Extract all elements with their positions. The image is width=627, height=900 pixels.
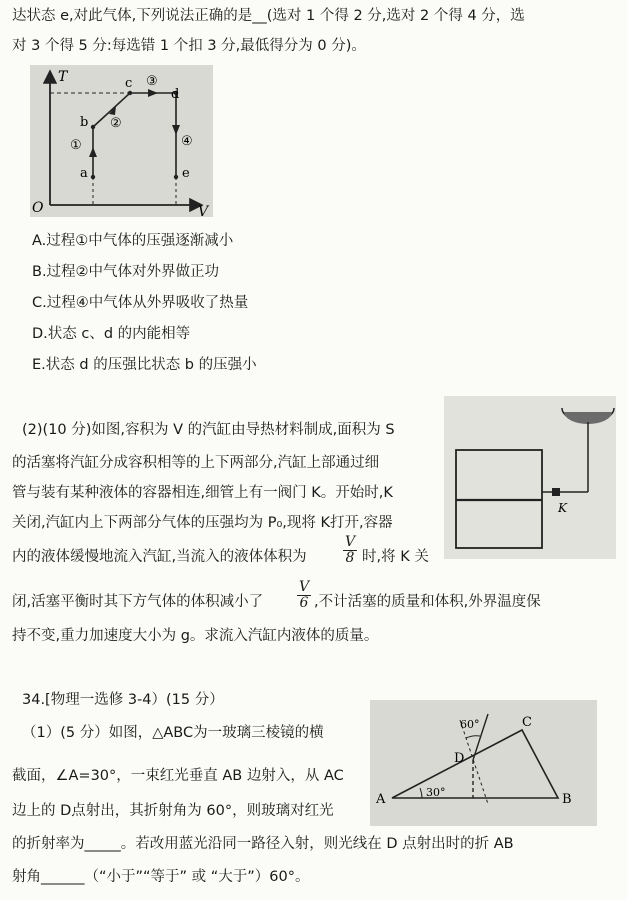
option-c: C.过程④中气体从外界吸收了热量	[32, 295, 249, 311]
q33-2-line6-after: ,不计活塞的质量和体积,外界温度保	[314, 594, 541, 610]
state-a-label: a	[80, 166, 88, 181]
v-axis-label: V	[198, 204, 209, 217]
q33-intro-line1: 达状态 e,对此气体,下列说法正确的是__(选对 1 个得 2 分,选对 2 个得 4 分，选	[12, 8, 525, 24]
cylinder-figure	[444, 396, 616, 559]
vertex-b-label: B	[562, 792, 572, 807]
q34-line5: 射角______（“小于”“等于” 或 “大于”）60°。	[12, 869, 310, 885]
angle-60-arc	[466, 736, 480, 738]
step-4-label: ④	[181, 134, 193, 149]
state-c-dot	[128, 91, 132, 95]
prism-triangle	[392, 730, 558, 798]
q33-2-line5-before: 内的液体缓慢地流入汽缸,当流入的液体体积为	[12, 549, 307, 565]
q33-2-line2: 的活塞将汽缸分成容积相等的上下两部分,汽缸上部通过细	[12, 455, 380, 471]
fraction-v-over-6	[296, 580, 312, 611]
angle-60-label: 60°	[460, 718, 480, 731]
arrow-3	[148, 89, 158, 97]
valve-k-label: K	[558, 501, 567, 515]
q34-line3: 边上的 D点射出，其折射角为 60°，则玻璃对红光	[12, 803, 334, 819]
option-b: B.过程②中气体对外界做正功	[32, 264, 220, 280]
vertex-a-label: A	[376, 792, 386, 807]
state-b-dot	[91, 125, 95, 129]
fraction-2-numerator: V	[298, 579, 310, 595]
step-3-label: ③	[146, 74, 158, 89]
q34-line2: 截面，∠A=30°，一束红光垂直 AB 边射入，从 AC	[12, 768, 344, 784]
state-c-label: c	[125, 76, 133, 91]
vertex-c-label: C	[522, 715, 532, 730]
fraction-v-over-8	[342, 535, 358, 566]
q33-2-line5-after: 时,将 K 关	[362, 549, 429, 565]
state-e-label: e	[182, 166, 190, 181]
q33-2-line4: 关闭,汽缸内上下两部分气体的压强均为 P₀,现将 K打开,容器	[12, 515, 393, 531]
option-d: D.状态 c、d 的内能相等	[32, 326, 191, 342]
q34-header: 34.[物理一选修 3-4）(15 分）	[22, 692, 224, 708]
q33-2-line1: (2)(10 分)如图,容积为 V 的汽缸由导热材料制成,面积为 S	[22, 422, 395, 438]
tv-diagram-svg	[30, 65, 213, 217]
q34-line1: （1）(5 分）如图，△ABC为一玻璃三棱镜的横	[22, 725, 324, 741]
fraction-2-denominator: 6	[299, 595, 309, 611]
prism-figure	[370, 700, 597, 826]
option-a: A.过程①中气体的压强逐渐减小	[32, 233, 234, 249]
q33-intro-line2: 对 3 个得 5 分:每选错 1 个扣 3 分,最低得分为 0 分)。	[12, 38, 366, 54]
fraction-1-numerator: V	[344, 534, 356, 550]
state-d-label: d	[171, 87, 180, 102]
prism-svg	[370, 700, 597, 826]
cylinder-svg	[444, 396, 616, 559]
step-1-label: ①	[70, 138, 82, 153]
angle-30-label: 30°	[426, 786, 446, 799]
fraction-1-denominator: 8	[345, 550, 355, 566]
step-2-label: ②	[110, 116, 122, 131]
angle-30-arc	[420, 788, 422, 798]
origin-label: O	[32, 200, 44, 216]
state-e-dot	[174, 175, 178, 179]
tv-diagram	[30, 65, 213, 217]
state-a-dot	[91, 175, 95, 179]
state-b-label: b	[80, 115, 89, 130]
arrow-4	[172, 125, 180, 135]
valve-k	[552, 488, 560, 496]
q33-2-line3: 管与装有某种液体的容器相连,细管上有一阀门 K。开始时,K	[12, 485, 393, 501]
q33-2-line7: 持不变,重力加速度大小为 g。求流入汽缸内液体的质量。	[12, 628, 379, 644]
option-e: E.状态 d 的压强比状态 b 的压强小	[32, 357, 257, 373]
t-axis-label: T	[58, 69, 68, 85]
q33-2-line6-before: 闭,活塞平衡时其下方气体的体积减小了	[12, 594, 264, 610]
point-d-label: D	[454, 751, 465, 766]
arrow-1	[89, 147, 97, 157]
q34-line4: 的折射率为_____。若改用蓝光沿同一路径入射，则光线在 D 点射出时的折 AB	[12, 836, 514, 852]
